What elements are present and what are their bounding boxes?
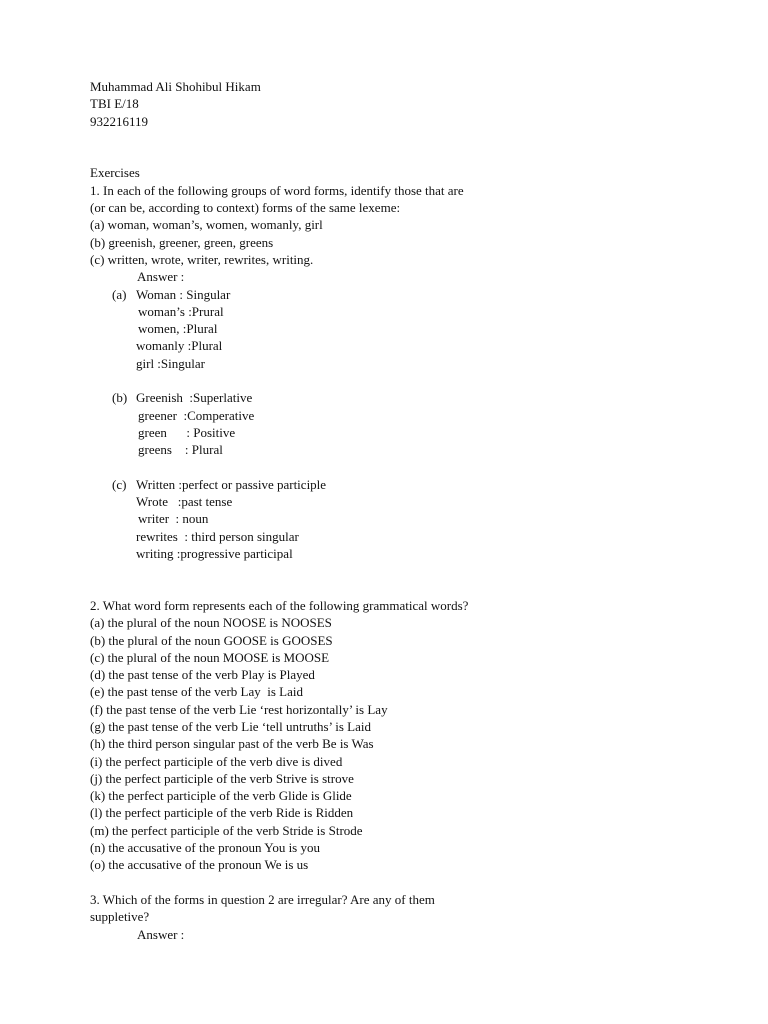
q1-answer-c-first: [90, 476, 730, 493]
q2-item: (b) the plural of the noun GOOSE is GOOSES: [90, 632, 333, 648]
answer-a-label: (a): [112, 286, 127, 302]
q1-answer-b-first: [90, 389, 730, 406]
q2-item: (i) the perfect participle of the verb dive is dived: [90, 753, 343, 769]
answer-a-line-5: girl :Singular: [136, 355, 205, 371]
q2-item: (g) the past tense of the verb Lie ‘tell untruths’ is Laid: [90, 718, 371, 734]
q1-answer-label: Answer :: [137, 269, 185, 285]
q2-item: (k) the perfect participle of the verb Glide is Glide: [90, 788, 352, 804]
q2-item: (f) the past tense of the verb Lie ‘rest horizontally’ is Lay: [90, 701, 388, 717]
document-page: [90, 78, 730, 943]
q2-item: (j) the perfect participle of the verb Strive is strove: [90, 770, 354, 786]
q2-item: (m) the perfect participle of the verb Stride is Strode: [90, 822, 363, 838]
q2-item: (l) the perfect participle of the verb Ride is Ridden: [90, 805, 354, 821]
student-class: TBI E/18: [90, 96, 139, 112]
answer-c-line-2: Wrote :past tense: [136, 494, 233, 510]
answer-a-line-2: woman’s :Prural: [138, 303, 224, 319]
q2-item: (c) the plural of the noun MOOSE is MOOSE: [90, 649, 330, 665]
answer-a-line-1: Woman : Singular: [136, 286, 231, 302]
answer-b-line-4: greens : Plural: [138, 442, 223, 458]
answer-a-line-4: womanly :Plural: [136, 338, 223, 354]
answer-b-label: (b): [112, 390, 128, 406]
answer-c-line-1: Written :perfect or passive participle: [136, 476, 327, 492]
answer-c-label: (c): [112, 476, 127, 492]
exercises-title: Exercises: [90, 165, 140, 181]
q3-prompt-line-2: suppletive?: [90, 909, 150, 925]
q1-item-b: (b) greenish, greener, green, greens: [90, 234, 274, 250]
q2-item: (h) the third person singular past of the verb Be is Was: [90, 736, 374, 752]
q2-item: (a) the plural of the noun NOOSE is NOOSES: [90, 615, 332, 631]
q3-prompt-line-1: 3. Which of the forms in question 2 are irregular? Are any of them: [90, 891, 435, 907]
q2-item: (n) the accusative of the pronoun You is you: [90, 840, 320, 856]
q3-answer-label: Answer :: [137, 926, 185, 942]
student-name: Muhammad Ali Shohibul Hikam: [90, 79, 261, 94]
q2-item: (e) the past tense of the verb Lay is Laid: [90, 684, 303, 700]
answer-b-line-3: green : Positive: [138, 424, 236, 440]
q1-prompt-line-2: (or can be, according to context) forms of the same lexeme:: [90, 200, 401, 216]
q2-item: (o) the accusative of the pronoun We is us: [90, 857, 309, 873]
q1-answer-a-first: [90, 286, 730, 303]
q1-item-a: (a) woman, woman’s, women, womanly, girl: [90, 217, 323, 233]
student-id: 932216119: [90, 113, 149, 129]
answer-a-line-3: women, :Plural: [138, 321, 218, 337]
answer-c-line-3: writer : noun: [138, 511, 209, 527]
q2-item: (d) the past tense of the verb Play is Played: [90, 667, 315, 683]
q1-item-c: (c) written, wrote, writer, rewrites, writing.: [90, 251, 314, 267]
q2-prompt: 2. What word form represents each of the following grammatical words?: [90, 597, 469, 613]
answer-c-line-4: rewrites : third person singular: [136, 528, 299, 544]
answer-c-line-5: writing :progressive participal: [136, 546, 293, 562]
answer-b-line-1: Greenish :Superlative: [136, 390, 253, 406]
q1-prompt-line-1: 1. In each of the following groups of word forms, identify those that are: [90, 182, 464, 198]
answer-b-line-2: greener :Comperative: [138, 407, 255, 423]
